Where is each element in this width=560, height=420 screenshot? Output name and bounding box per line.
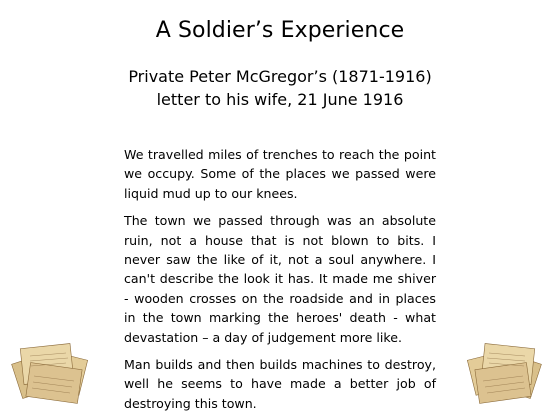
paragraph-2: The town we passed through was an absolute ruin, not a house that is not blown to bits. I never saw the like of it, not a soul anywhere. I can't describe the look it has. It made me shiver - wooden crosses on the roadside and in places in the town marking the heroes' death - what devastation – a day of judgement more like. — [124, 213, 436, 345]
subtitle-line-1: Private Peter McGregor’s (1871-1916) — [128, 67, 432, 86]
old-letters-image-left — [6, 326, 94, 406]
paragraph-3: Man builds and then builds machines to destroy, well he seems to have made a better job of destroying this town. — [124, 357, 436, 411]
old-letters-icon — [463, 326, 551, 406]
old-letters-image-right — [463, 326, 551, 406]
subtitle-line-2: letter to his wife, 21 June 1916 — [156, 90, 404, 109]
paragraph-1: We travelled miles of trenches to reach the point we occupy. Some of the places we passed were liquid mud up to our knees. — [124, 147, 436, 201]
old-letters-icon — [6, 326, 94, 406]
slide-subtitle — [0, 65, 560, 111]
letter-body — [124, 145, 436, 420]
slide-title: A Soldier’s Experience — [155, 18, 405, 43]
